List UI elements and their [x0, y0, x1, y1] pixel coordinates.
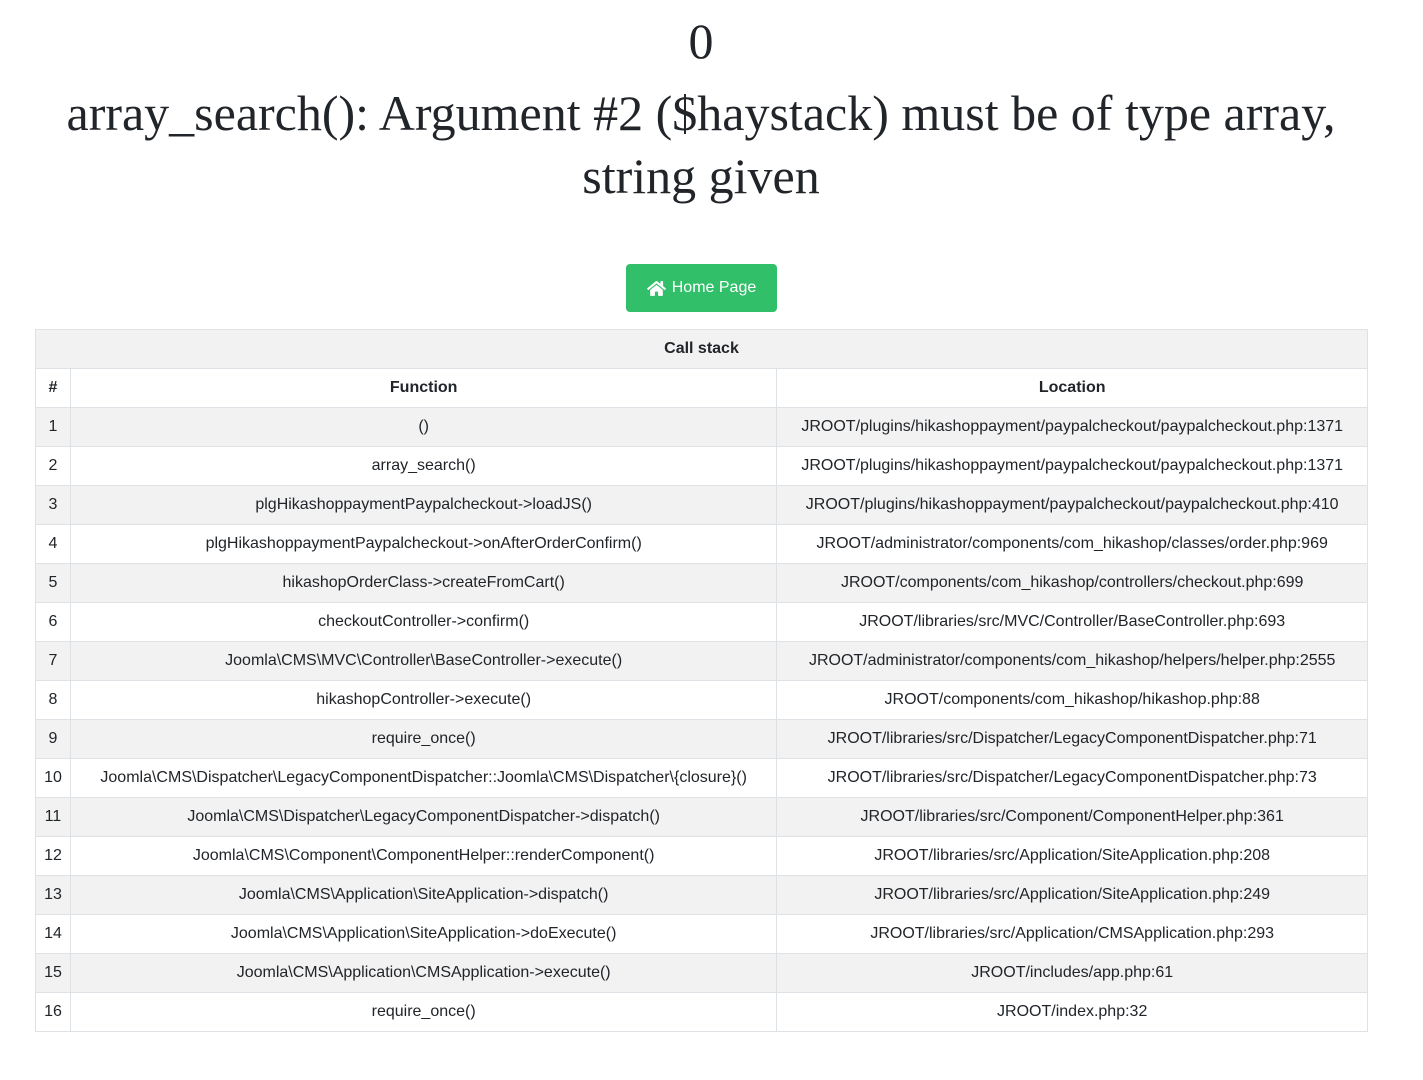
location-cell: JROOT/plugins/hikashoppayment/paypalcheckout/paypalcheckout.php:1371: [777, 408, 1368, 447]
call-stack-caption: Call stack: [36, 330, 1368, 369]
row-number-cell: 2: [36, 447, 71, 486]
row-number-cell: 9: [36, 720, 71, 759]
call-stack-table: [35, 329, 1368, 1032]
location-cell: JROOT/components/com_hikashop/hikashop.php:88: [777, 681, 1368, 720]
column-header-location: Location: [777, 369, 1368, 408]
function-cell: array_search(): [70, 447, 776, 486]
location-cell: JROOT/libraries/src/Application/CMSApplication.php:293: [777, 915, 1368, 954]
table-row: [36, 447, 1368, 486]
function-cell: plgHikashoppaymentPaypalcheckout->onAfterOrderConfirm(): [70, 525, 776, 564]
row-number-cell: 12: [36, 837, 71, 876]
location-cell: JROOT/components/com_hikashop/controllers/checkout.php:699: [777, 564, 1368, 603]
function-cell: Joomla\CMS\Application\SiteApplication->dispatch(): [70, 876, 776, 915]
row-number-cell: 13: [36, 876, 71, 915]
function-cell: hikashopController->execute(): [70, 681, 776, 720]
location-cell: JROOT/libraries/src/Dispatcher/LegacyComponentDispatcher.php:73: [777, 759, 1368, 798]
location-cell: JROOT/administrator/components/com_hikashop/classes/order.php:969: [777, 525, 1368, 564]
function-cell: require_once(): [70, 993, 776, 1032]
function-cell: checkoutController->confirm(): [70, 603, 776, 642]
home-icon: [647, 280, 666, 297]
function-cell: Joomla\CMS\Component\ComponentHelper::renderComponent(): [70, 837, 776, 876]
row-number-cell: 4: [36, 525, 71, 564]
table-row: [36, 759, 1368, 798]
row-number-cell: 3: [36, 486, 71, 525]
table-row: [36, 486, 1368, 525]
function-cell: Joomla\CMS\Application\CMSApplication->execute(): [70, 954, 776, 993]
column-header-function: Function: [70, 369, 776, 408]
table-row: [36, 642, 1368, 681]
row-number-cell: 1: [36, 408, 71, 447]
row-number-cell: 15: [36, 954, 71, 993]
location-cell: JROOT/administrator/components/com_hikashop/helpers/helper.php:2555: [777, 642, 1368, 681]
call-stack-caption-row: [36, 330, 1368, 369]
location-cell: JROOT/libraries/src/Application/SiteApplication.php:208: [777, 837, 1368, 876]
error-message: array_search(): Argument #2 ($haystack) must be of type array, string given: [66, 85, 1336, 204]
row-number-cell: 8: [36, 681, 71, 720]
table-row: [36, 408, 1368, 447]
table-row: [36, 720, 1368, 759]
table-row: [36, 798, 1368, 837]
function-cell: Joomla\CMS\MVC\Controller\BaseController->execute(): [70, 642, 776, 681]
location-cell: JROOT/index.php:32: [777, 993, 1368, 1032]
table-row: [36, 954, 1368, 993]
row-number-cell: 7: [36, 642, 71, 681]
location-cell: JROOT/plugins/hikashoppayment/paypalcheckout/paypalcheckout.php:1371: [777, 447, 1368, 486]
row-number-cell: 16: [36, 993, 71, 1032]
table-row: [36, 837, 1368, 876]
table-row: [36, 603, 1368, 642]
function-cell: (): [70, 408, 776, 447]
function-cell: hikashopOrderClass->createFromCart(): [70, 564, 776, 603]
location-cell: JROOT/libraries/src/MVC/Controller/BaseController.php:693: [777, 603, 1368, 642]
row-number-cell: 11: [36, 798, 71, 837]
location-cell: JROOT/libraries/src/Component/ComponentHelper.php:361: [777, 798, 1368, 837]
column-header-number: #: [36, 369, 71, 408]
table-row: [36, 525, 1368, 564]
row-number-cell: 14: [36, 915, 71, 954]
table-row: [36, 915, 1368, 954]
table-row: [36, 681, 1368, 720]
function-cell: require_once(): [70, 720, 776, 759]
location-cell: JROOT/libraries/src/Dispatcher/LegacyComponentDispatcher.php:71: [777, 720, 1368, 759]
function-cell: Joomla\CMS\Dispatcher\LegacyComponentDispatcher::Joomla\CMS\Dispatcher\{closure}(): [70, 759, 776, 798]
location-cell: JROOT/plugins/hikashoppayment/paypalcheckout/paypalcheckout.php:410: [777, 486, 1368, 525]
function-cell: plgHikashoppaymentPaypalcheckout->loadJS(): [70, 486, 776, 525]
call-stack-header-row: [36, 369, 1368, 408]
table-row: [36, 993, 1368, 1032]
table-row: [36, 564, 1368, 603]
row-number-cell: 6: [36, 603, 71, 642]
error-code: 0: [688, 13, 714, 69]
function-cell: Joomla\CMS\Application\SiteApplication->doExecute(): [70, 915, 776, 954]
location-cell: JROOT/libraries/src/Application/SiteApplication.php:249: [777, 876, 1368, 915]
home-page-button[interactable]: [626, 264, 777, 312]
home-page-button-label: Home Page: [671, 279, 757, 296]
row-number-cell: 5: [36, 564, 71, 603]
location-cell: JROOT/includes/app.php:61: [777, 954, 1368, 993]
row-number-cell: 10: [36, 759, 71, 798]
function-cell: Joomla\CMS\Dispatcher\LegacyComponentDispatcher->dispatch(): [70, 798, 776, 837]
table-row: [36, 876, 1368, 915]
